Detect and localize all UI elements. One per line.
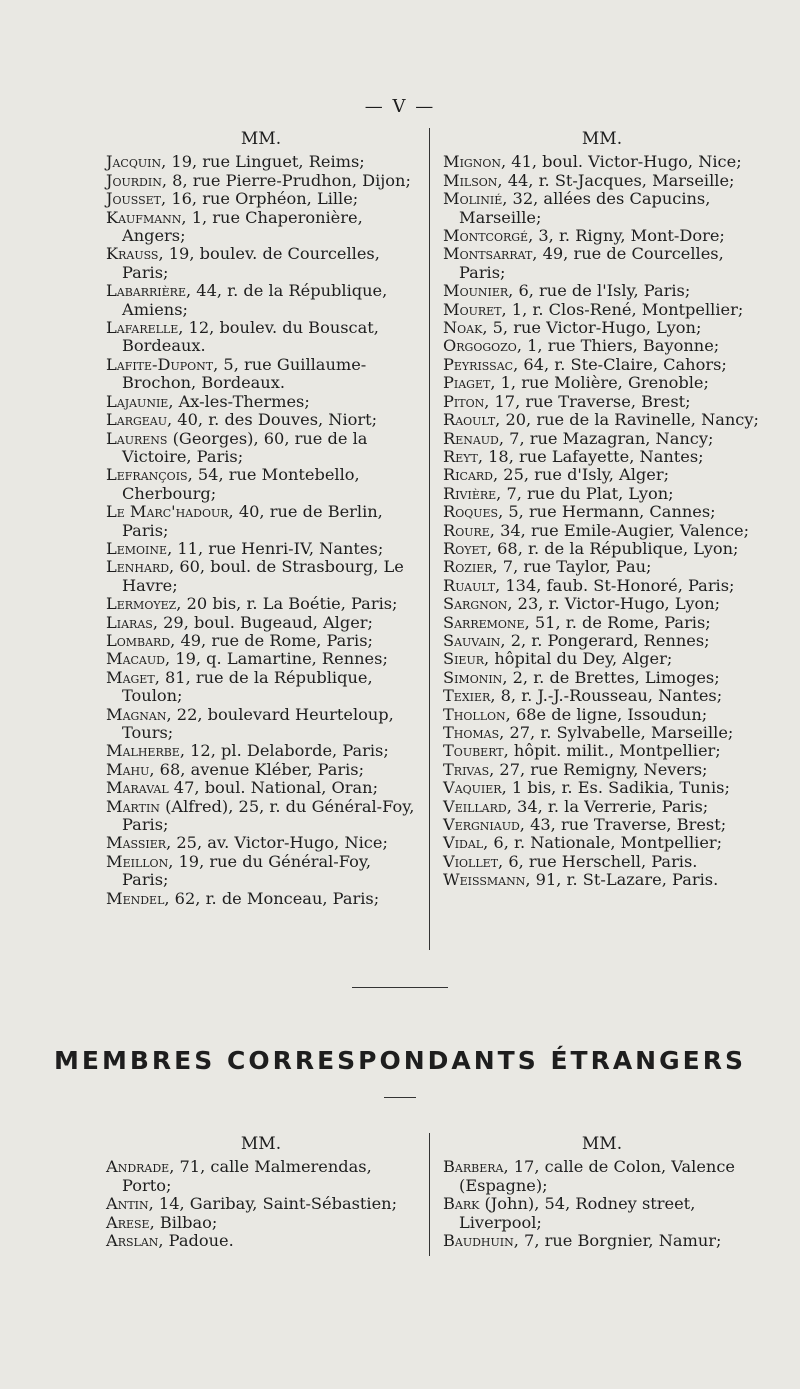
member-name: Vaquier bbox=[443, 778, 502, 798]
member-entry bbox=[106, 209, 416, 246]
member-entry bbox=[106, 153, 416, 171]
member-address: , 1, rue Thiers, Bayonne; bbox=[516, 336, 720, 356]
member-name: Jousset bbox=[106, 189, 162, 209]
member-entry bbox=[106, 172, 416, 190]
member-entry bbox=[106, 430, 416, 467]
member-entry bbox=[106, 614, 416, 632]
member-name: Roques bbox=[443, 502, 499, 522]
member-address: , 71, calle Malmerendas, Porto; bbox=[122, 1157, 372, 1195]
member-address: , 1, rue Molière, Grenoble; bbox=[490, 373, 709, 393]
member-address: , 19, rue du Général-Foy, Paris; bbox=[122, 851, 371, 890]
member-address: , 25, av. Victor-Hugo, Nice; bbox=[166, 833, 388, 853]
member-name: Orgogozo bbox=[443, 336, 517, 356]
member-entry bbox=[443, 190, 761, 227]
member-name: Roure bbox=[443, 520, 490, 540]
member-address: , 8, r. J.-J.-Rousseau, Nantes; bbox=[490, 686, 723, 706]
member-entry bbox=[106, 632, 416, 650]
member-entry bbox=[443, 650, 761, 668]
member-name: Lafite-Dupont bbox=[106, 354, 214, 374]
member-entry bbox=[443, 540, 761, 558]
member-entry bbox=[443, 1232, 761, 1250]
member-entry bbox=[443, 411, 761, 429]
member-address: , 19, rue Linguet, Reims; bbox=[161, 152, 365, 172]
member-entry bbox=[443, 816, 761, 834]
member-entry bbox=[106, 540, 416, 558]
member-entry bbox=[106, 319, 416, 356]
member-address: , 49, rue de Rome, Paris; bbox=[170, 630, 373, 650]
member-entry bbox=[443, 245, 761, 282]
member-address: , 12, boulev. du Bouscat, Bordeaux. bbox=[122, 318, 379, 356]
member-name: Antin bbox=[106, 1194, 149, 1214]
member-name: Lafarelle bbox=[106, 318, 179, 338]
column-divider bbox=[429, 1133, 430, 1256]
column-header: MM. bbox=[581, 129, 623, 149]
member-name: Ricard bbox=[443, 465, 493, 485]
member-address: , 19, boulev. de Courcelles, Paris; bbox=[122, 244, 380, 282]
member-entry bbox=[443, 337, 761, 355]
member-address: , 22, boulevard Heurteloup, Tours; bbox=[122, 704, 394, 742]
member-name: Massier bbox=[106, 833, 167, 853]
member-entry bbox=[106, 245, 416, 282]
member-address: , 25, rue d'Isly, Alger; bbox=[493, 465, 670, 485]
member-entry bbox=[443, 577, 761, 595]
member-address: , 54, rue Montebello, Cherbourg; bbox=[122, 465, 360, 503]
member-entry bbox=[443, 834, 761, 852]
member-address: , 1, rue Chaperonière, Angers; bbox=[122, 207, 363, 246]
foreign-members-column-right bbox=[443, 1135, 761, 1250]
member-entry bbox=[443, 301, 761, 319]
member-name: Vidal bbox=[443, 833, 484, 853]
member-address: , 5, rue Victor-Hugo, Lyon; bbox=[482, 318, 702, 338]
member-name: Thollon bbox=[443, 704, 506, 724]
member-address: , 134, faub. St-Honoré, Paris; bbox=[495, 575, 735, 595]
member-name: Arese bbox=[106, 1212, 150, 1232]
member-address: , 1 bis, r. Es. Sadikia, Tunis; bbox=[501, 778, 730, 798]
member-address: , 16, rue Orphéon, Lille; bbox=[161, 189, 359, 209]
member-name: Maraval bbox=[106, 778, 169, 798]
member-entry bbox=[106, 466, 416, 503]
member-address: , 19, q. Lamartine, Rennes; bbox=[164, 649, 388, 669]
member-name: Baudhuin bbox=[443, 1231, 514, 1251]
member-entry bbox=[106, 669, 416, 706]
column-header: MM. bbox=[240, 1134, 282, 1154]
member-name: Lefrançois bbox=[106, 465, 188, 485]
member-address: , 43, rue Traverse, Brest; bbox=[519, 815, 727, 835]
member-name: Magnan bbox=[106, 704, 167, 724]
member-entry bbox=[106, 393, 416, 411]
member-address: , 5, rue Hermann, Cannes; bbox=[498, 502, 716, 522]
member-address: , 12, pl. Delaborde, Paris; bbox=[179, 741, 389, 761]
member-name: Sarremone bbox=[443, 612, 525, 632]
member-address: , 27, rue Remigny, Nevers; bbox=[489, 759, 708, 779]
member-address: , 34, r. la Verrerie, Paris; bbox=[506, 796, 709, 816]
member-entry bbox=[443, 319, 761, 337]
member-address: , 64, r. Ste-Claire, Cahors; bbox=[513, 354, 727, 374]
member-entry bbox=[443, 227, 761, 245]
member-name: Laurens bbox=[106, 428, 168, 448]
member-address: , 91, r. St-Lazare, Paris. bbox=[525, 870, 719, 890]
member-name: Vergniaud bbox=[443, 815, 520, 835]
member-entry bbox=[106, 1214, 416, 1232]
member-entry bbox=[443, 356, 761, 374]
member-name: Royet bbox=[443, 538, 487, 558]
member-address: , 7, rue du Plat, Lyon; bbox=[496, 483, 674, 503]
member-entry bbox=[443, 1158, 761, 1195]
member-entry bbox=[443, 172, 761, 190]
member-address: , 17, calle de Colon, Valence (Espagne); bbox=[459, 1157, 735, 1195]
member-address: , Padoue. bbox=[158, 1231, 234, 1251]
member-address: , hôpital du Dey, Alger; bbox=[484, 649, 673, 669]
member-address: , 44, r. de la République, Amiens; bbox=[122, 281, 388, 319]
member-address: , 18, rue Lafayette, Nantes; bbox=[477, 446, 704, 466]
section-divider bbox=[352, 987, 448, 988]
member-name: Peyrissac bbox=[443, 354, 514, 374]
member-entry bbox=[106, 356, 416, 393]
member-address: , 60, boul. de Strasbourg, Le Havre; bbox=[122, 557, 404, 595]
member-name: Raoult bbox=[443, 410, 496, 430]
member-name: Mouret bbox=[443, 299, 502, 319]
member-address: , 11, rue Henri-IV, Nantes; bbox=[167, 538, 384, 558]
member-entry bbox=[443, 485, 761, 503]
member-name: Meillon bbox=[106, 851, 169, 871]
member-address: , Ax-les-Thermes; bbox=[168, 391, 310, 411]
member-address: , 2, r. de Brettes, Limoges; bbox=[502, 667, 720, 687]
member-entry bbox=[106, 706, 416, 743]
member-name: Maget bbox=[106, 667, 155, 687]
member-address: , 34, rue Emile-Augier, Valence; bbox=[489, 520, 750, 540]
member-name: Andrade bbox=[106, 1157, 170, 1177]
member-entry bbox=[443, 687, 761, 705]
member-name: Kaufmann bbox=[106, 207, 182, 227]
member-entry bbox=[106, 742, 416, 760]
member-name: Le Marc'hadour bbox=[106, 502, 229, 522]
member-name: Montsarrat bbox=[443, 244, 533, 264]
member-name: Sargnon bbox=[443, 594, 508, 614]
member-address: , hôpit. milit., Montpellier; bbox=[503, 741, 721, 761]
members-column-left bbox=[106, 130, 416, 908]
member-name: Jacquin bbox=[106, 152, 162, 172]
member-entry bbox=[106, 1158, 416, 1195]
member-name: Malherbe bbox=[106, 741, 180, 761]
member-name: Rozier bbox=[443, 557, 493, 577]
member-address: (John), 54, Rodney street, Liverpool; bbox=[459, 1194, 696, 1232]
member-name: Thomas bbox=[443, 723, 500, 742]
member-address: , 2, r. Pongerard, Rennes; bbox=[500, 630, 710, 650]
member-address: , 27, r. Sylvabelle, Marseille; bbox=[499, 723, 734, 742]
member-name: Largeau bbox=[106, 410, 168, 430]
member-name: Martin bbox=[106, 796, 160, 816]
member-address: , 40, r. des Douves, Niort; bbox=[167, 410, 378, 430]
member-address: , 81, rue de la République, Toulon; bbox=[122, 667, 373, 706]
member-entry bbox=[106, 834, 416, 852]
member-entry bbox=[443, 853, 761, 871]
member-name: Toubert bbox=[443, 741, 504, 761]
member-address: , 6, rue de l'Isly, Paris; bbox=[508, 281, 691, 301]
title-underline bbox=[384, 1097, 416, 1098]
member-address: , 29, boul. Bugeaud, Alger; bbox=[152, 612, 373, 632]
member-name: Reyt bbox=[443, 446, 478, 466]
member-name: Mignon bbox=[443, 152, 501, 172]
member-name: Veillard bbox=[443, 796, 507, 816]
member-name: Jourdin bbox=[106, 170, 162, 190]
member-address: (Alfred), 25, r. du Général-Foy, Paris; bbox=[122, 796, 415, 835]
member-entry bbox=[106, 761, 416, 779]
member-entry bbox=[443, 448, 761, 466]
member-entry bbox=[106, 779, 416, 797]
member-address: , 41, boul. Victor-Hugo, Nice; bbox=[500, 152, 742, 172]
member-entry bbox=[443, 430, 761, 448]
member-address: , Bilbao; bbox=[149, 1212, 218, 1232]
member-entry bbox=[443, 595, 761, 613]
member-address: , 68e de ligne, Issoudun; bbox=[505, 704, 708, 724]
member-entry bbox=[443, 466, 761, 484]
member-entry bbox=[443, 779, 761, 797]
member-name: Mounier bbox=[443, 281, 509, 301]
member-name: Lajaunie bbox=[106, 391, 169, 411]
column-header: MM. bbox=[581, 1134, 623, 1154]
member-name: Arslan bbox=[106, 1231, 159, 1251]
member-address: , 6, rue Herschell, Paris. bbox=[498, 851, 698, 871]
member-name: Liaras bbox=[106, 612, 153, 632]
member-entry bbox=[443, 393, 761, 411]
members-column-right bbox=[443, 130, 761, 890]
member-name: Lermoyez bbox=[106, 594, 177, 614]
member-address: , 7, rue Taylor, Pau; bbox=[492, 557, 652, 577]
member-entry bbox=[106, 1195, 416, 1213]
member-entry bbox=[106, 853, 416, 890]
column-header: MM. bbox=[240, 129, 282, 149]
member-address: (Georges), 60, rue de la Victoire, Paris; bbox=[122, 428, 368, 466]
member-entry bbox=[443, 522, 761, 540]
member-name: Renaud bbox=[443, 428, 499, 448]
member-entry bbox=[443, 1195, 761, 1232]
member-name: Texier bbox=[443, 686, 491, 706]
member-entry bbox=[443, 798, 761, 816]
member-address: , 1, r. Clos-René, Montpellier; bbox=[501, 299, 744, 319]
member-entry bbox=[106, 1232, 416, 1250]
member-address: , 7, rue Mazagran, Nancy; bbox=[498, 428, 714, 448]
member-address: , 51, r. de Rome, Paris; bbox=[524, 612, 711, 632]
member-name: Rivière bbox=[443, 483, 497, 503]
member-address: , 3, r. Rigny, Mont-Dore; bbox=[528, 226, 725, 246]
member-name: Labarrière bbox=[106, 281, 186, 301]
member-name: Simonin bbox=[443, 667, 503, 687]
member-entry bbox=[443, 669, 761, 687]
member-address: , 40, rue de Berlin, Paris; bbox=[122, 502, 383, 540]
member-entry bbox=[443, 374, 761, 392]
member-entry bbox=[443, 153, 761, 171]
member-entry bbox=[106, 190, 416, 208]
member-entry bbox=[443, 724, 761, 742]
member-address: , 6, r. Nationale, Montpellier; bbox=[483, 833, 723, 853]
member-address: , 5, rue Guillaume-Brochon, Bordeaux. bbox=[122, 354, 367, 393]
member-entry bbox=[106, 650, 416, 668]
member-entry bbox=[443, 706, 761, 724]
member-name: Piaget bbox=[443, 373, 491, 393]
member-entry bbox=[106, 411, 416, 429]
member-address: , 20, rue de la Ravinelle, Nancy; bbox=[495, 410, 759, 430]
member-address: , 14, Garibay, Saint-Sébastien; bbox=[148, 1194, 398, 1214]
member-entry bbox=[106, 282, 416, 319]
member-entry bbox=[443, 871, 761, 889]
member-address: , 20 bis, r. La Boétie, Paris; bbox=[176, 594, 398, 614]
member-name: Bark bbox=[443, 1194, 480, 1214]
member-address: , 8, rue Pierre-Prudhon, Dijon; bbox=[161, 170, 411, 190]
page-number: — V — bbox=[364, 96, 436, 117]
member-name: Weissmann bbox=[443, 870, 526, 890]
member-name: Milson bbox=[443, 170, 498, 190]
member-name: Macaud bbox=[106, 649, 165, 669]
member-entry bbox=[106, 798, 416, 835]
member-name: Lombard bbox=[106, 630, 171, 650]
member-entry bbox=[443, 761, 761, 779]
member-entry bbox=[443, 282, 761, 300]
member-name: Molinié bbox=[443, 189, 503, 209]
member-entry bbox=[106, 558, 416, 595]
member-entry bbox=[106, 595, 416, 613]
member-address: , 68, r. de la République, Lyon; bbox=[486, 538, 739, 558]
member-address: , 32, allées des Capucins, Marseille; bbox=[459, 189, 711, 227]
member-name: Lemoine bbox=[106, 538, 168, 558]
member-address: , 62, r. de Monceau, Paris; bbox=[164, 888, 380, 908]
column-divider bbox=[429, 128, 430, 950]
member-name: Krauss bbox=[106, 244, 159, 264]
member-name: Lenhard bbox=[106, 557, 170, 577]
member-name: Viollet bbox=[443, 851, 499, 871]
member-address: , 7, rue Borgnier, Namur; bbox=[513, 1231, 722, 1251]
member-name: Piton bbox=[443, 391, 485, 411]
section-title: MEMBRES CORRESPONDANTS ÉTRANGERS bbox=[54, 1046, 746, 1075]
member-address: , 68, avenue Kléber, Paris; bbox=[149, 759, 365, 779]
member-name: Noak bbox=[443, 318, 483, 338]
member-address: , 44, r. St-Jacques, Marseille; bbox=[497, 170, 735, 190]
member-name: Sauvain bbox=[443, 630, 501, 650]
member-entry bbox=[106, 503, 416, 540]
member-address: , 17, rue Traverse, Brest; bbox=[484, 391, 691, 411]
member-address: , 49, rue de Courcelles, Paris; bbox=[459, 244, 724, 282]
member-name: Sieur bbox=[443, 649, 485, 669]
member-name: Trivas bbox=[443, 759, 490, 779]
member-entry bbox=[443, 742, 761, 760]
member-name: Mendel bbox=[106, 888, 165, 908]
member-name: Barbera bbox=[443, 1157, 504, 1177]
member-entry bbox=[443, 558, 761, 576]
foreign-members-column-left bbox=[106, 1135, 416, 1250]
member-entry bbox=[106, 890, 416, 908]
member-entry bbox=[443, 503, 761, 521]
member-name: Montcorgé bbox=[443, 226, 529, 246]
member-address: 47, boul. National, Oran; bbox=[168, 778, 379, 798]
member-name: Mahu bbox=[106, 759, 150, 779]
member-name: Ruault bbox=[443, 575, 496, 595]
member-address: , 23, r. Victor-Hugo, Lyon; bbox=[507, 594, 721, 614]
member-entry bbox=[443, 632, 761, 650]
member-entry bbox=[443, 614, 761, 632]
